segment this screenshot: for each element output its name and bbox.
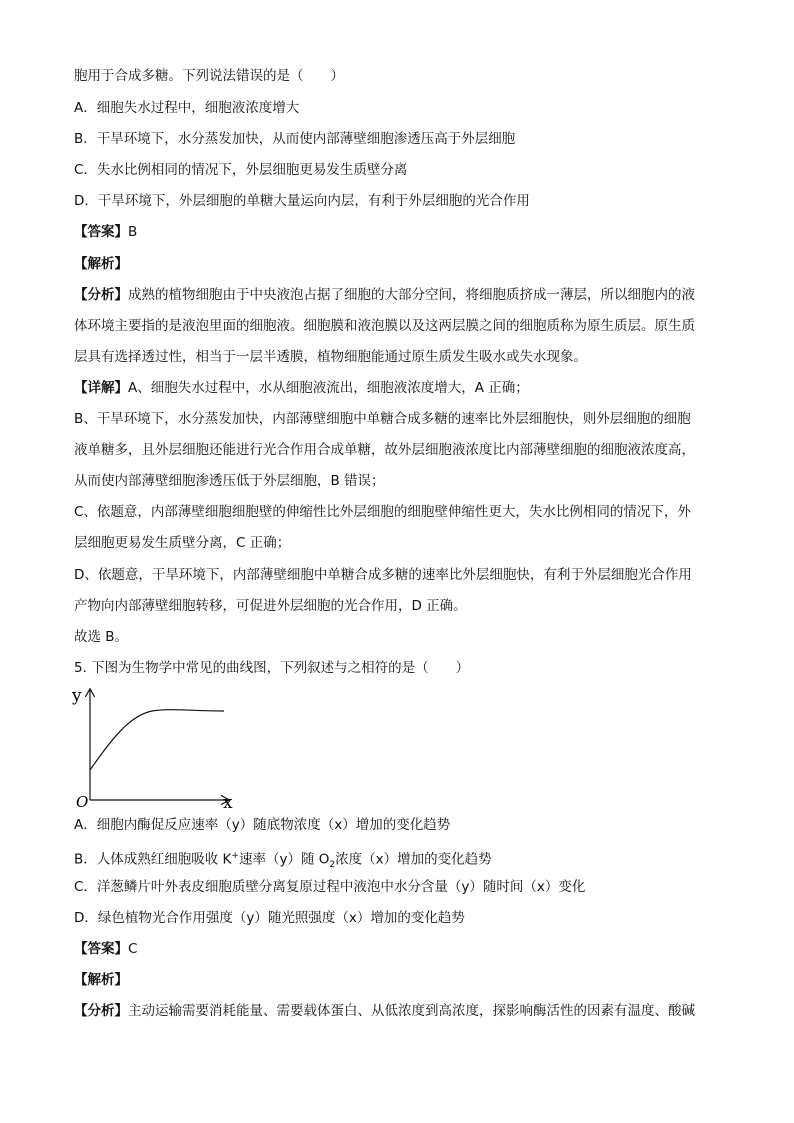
question-4-intro: 胞用于合成多糖。下列说法错误的是（ ）	[74, 68, 344, 84]
q5-option-b-part3: 浓度（x）增加的变化趋势	[335, 851, 492, 868]
q5-option-c: C．洋葱鳞片叶外表皮细胞质壁分离复原过程中液泡中水分含量（y）随时间（x）变化	[74, 879, 586, 895]
q5-option-b-part1: B．人体成熟红细胞吸收 K	[74, 851, 232, 868]
option-c: C．失水比例相同的情况下，外层细胞更易发生质壁分离	[74, 162, 408, 178]
xiangjie-text: A、细胞失水过程中，水从细胞液流出，细胞液浓度增大，A 正确；	[128, 380, 529, 396]
q5-answer-tag: 【答案】	[74, 941, 128, 957]
option-a: A．细胞失水过程中，细胞液浓度增大	[74, 100, 300, 116]
x-axis-label: x	[223, 793, 233, 812]
answer-value: B	[128, 224, 138, 240]
answer-line	[74, 222, 137, 242]
xiangjie-line-1	[74, 378, 529, 398]
xiangjie-line-4: 从而使内部薄壁细胞渗透压低于外层细胞，B 错误；	[74, 473, 385, 489]
q5-option-d: D．绿色植物光合作用强度（y）随光照强度（x）增加的变化趋势	[74, 910, 465, 926]
q5-answer-value: C	[128, 941, 138, 957]
xiangjie-line-6: 层细胞更易发生质壁分离，C 正确；	[74, 535, 291, 551]
q5-option-b	[74, 846, 492, 875]
q5-fenxi-line	[74, 1001, 695, 1021]
xiangjie-conclusion: 故选 B。	[74, 629, 129, 645]
fenxi-tag: 【分析】	[74, 287, 128, 303]
q5-fenxi-text: 主动运输需要消耗能量、需要载体蛋白、从低浓度到高浓度，探影响酶活性的因素有温度、酸碱	[128, 1003, 695, 1019]
xiangjie-line-5: C、依题意，内部薄壁细胞细胞壁的伸缩性比外层细胞的细胞壁伸缩性更大，失水比例相同的情况下，外	[74, 504, 691, 520]
fenxi-line-2: 体环境主要指的是液泡里面的细胞液。细胞膜和液泡膜以及这两层膜之间的细胞质称为原生质层。原生质	[74, 318, 695, 334]
option-b: B．干旱环境下，水分蒸发加快，从而使内部薄壁细胞渗透压高于外层细胞	[74, 131, 516, 147]
fenxi-line-3: 层具有选择透过性，相当于一层半透膜，植物细胞能通过原生质发生吸水或失水现象。	[74, 349, 587, 365]
origin-label: O	[76, 793, 89, 811]
option-d: D．干旱环境下，外层细胞的单糖大量运向内层，有利于外层细胞的光合作用	[74, 193, 530, 209]
y-axis-label: y	[72, 686, 82, 706]
q5-option-b-part2: 速率（y）随 O	[238, 851, 330, 868]
xiangjie-line-7: D、依题意，干旱环境下，内部薄壁细胞中单糖合成多糖的速率比外层细胞快，有利于外层细胞光合作用	[74, 567, 692, 583]
answer-tag: 【答案】	[74, 224, 128, 240]
q5-fenxi-tag: 【分析】	[74, 1003, 128, 1019]
q5-analysis-heading: 【解析】	[74, 972, 128, 988]
xiangjie-line-8: 产物向内部薄壁细胞转移，可促进外层细胞的光合作用，D 正确。	[74, 598, 467, 614]
saturation-curve	[90, 710, 224, 770]
oxygen-subscript: 2	[329, 860, 336, 871]
q5-option-a: A．细胞内酶促反应速率（y）随底物浓度（x）增加的变化趋势	[74, 817, 451, 833]
xiangjie-tag: 【详解】	[74, 380, 128, 396]
q5-answer-line	[74, 939, 137, 959]
analysis-heading: 【解析】	[74, 256, 128, 272]
xiangjie-line-2: B、干旱环境下，水分蒸发加快，内部薄壁细胞中单糖合成多糖的速率比外层细胞快，则外层细胞的细胞	[74, 411, 691, 427]
question-5-stem: 5. 下图为生物学中常见的曲线图，下列叙述与之相符的是（ ）	[74, 660, 470, 676]
fenxi-line-1	[74, 285, 695, 305]
xiangjie-line-3: 液单糖多，且外层细胞还能进行光合作用合成单糖，故外层细胞液浓度比内部薄壁细胞的细胞液浓度高，	[74, 442, 695, 458]
potassium-charge: +	[231, 851, 239, 861]
fenxi-text: 成熟的植物细胞由于中央液泡占据了细胞的大部分空间，将细胞质挤成一薄层，所以细胞内的液	[128, 287, 695, 303]
curve-graph	[70, 682, 260, 812]
